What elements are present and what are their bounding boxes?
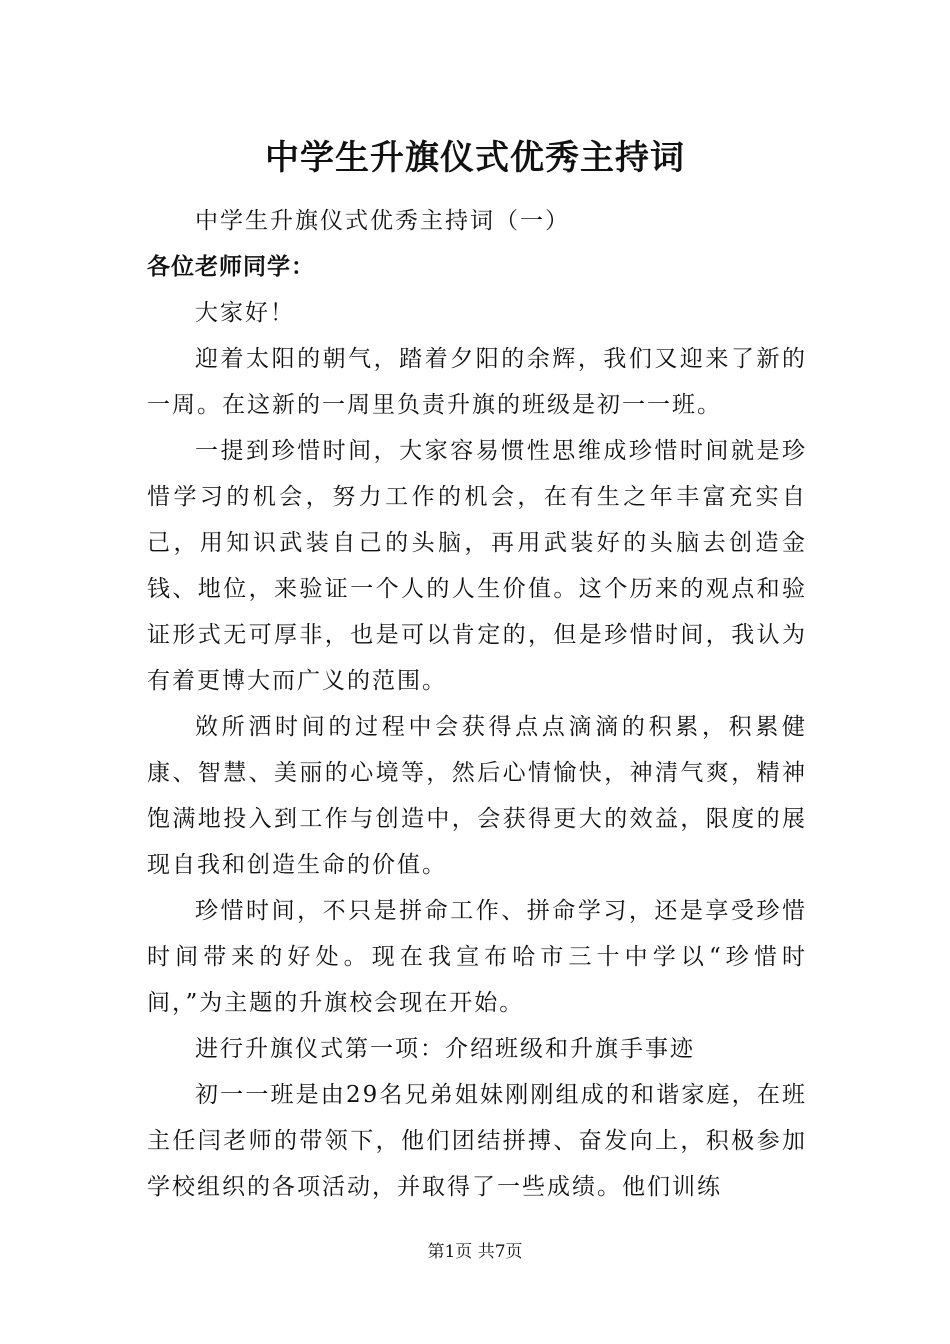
paragraph: 迎着太阳的朝气，踏着夕阳的余辉，我们又迎来了新的一周。在这新的一周里负责升旗的班级是初一一班。 <box>147 346 807 418</box>
paragraph-subtitle: 中学生升旗仪式优秀主持词（一） <box>195 208 570 234</box>
paragraph: 珍惜时间，不只是拼命工作、拼命学习，还是享受珍惜时间带来的好处。现在我宣布哈市三十中学以“珍惜时间，”为主题的升旗校会现在开始。 <box>147 898 807 1016</box>
document-title: 中学生升旗仪式优秀主持词 <box>265 138 685 178</box>
paragraph: 一提到珍惜时间，大家容易惯性思维成珍惜时间就是珍惜学习的机会，努力工作的机会，在有生之年丰富充实自己，用知识武装自己的头脑，再用武装好的头脑去创造金钱、地位，来验证一个人的人生价值。这个历来的观点和验证形式无可厚非，也是可以肯定的，但是珍惜时间，我认为有着更博大而广义的范围。 <box>147 438 807 694</box>
paragraph: 敚所洒时间的过程中会获得点点滴滴的积累，积累健康、智慧、美丽的心境等，然后心情愉快，神清气爽，精神饱满地投入到工作与创造中，会获得更大的效益，限度的展现自我和创造生命的价值。 <box>147 714 807 878</box>
paragraph: 进行升旗仪式第一项：介绍班级和升旗手事迹 <box>195 1036 695 1062</box>
document-body <box>147 198 807 1210</box>
page-footer: 第1页 共7页 <box>427 1242 523 1262</box>
paragraph: 初一一班是由29名兄弟姐妹刚刚组成的和谐家庭，在班主任闫老师的带领下，他们团结拼搏、奋发向上，积极参加学校组织的各项活动，并取得了一些成绩。他们训练 <box>147 1082 807 1200</box>
paragraph-salutation: 各位老师同学： <box>147 253 315 280</box>
paragraph-greeting: 大家好！ <box>195 300 295 326</box>
